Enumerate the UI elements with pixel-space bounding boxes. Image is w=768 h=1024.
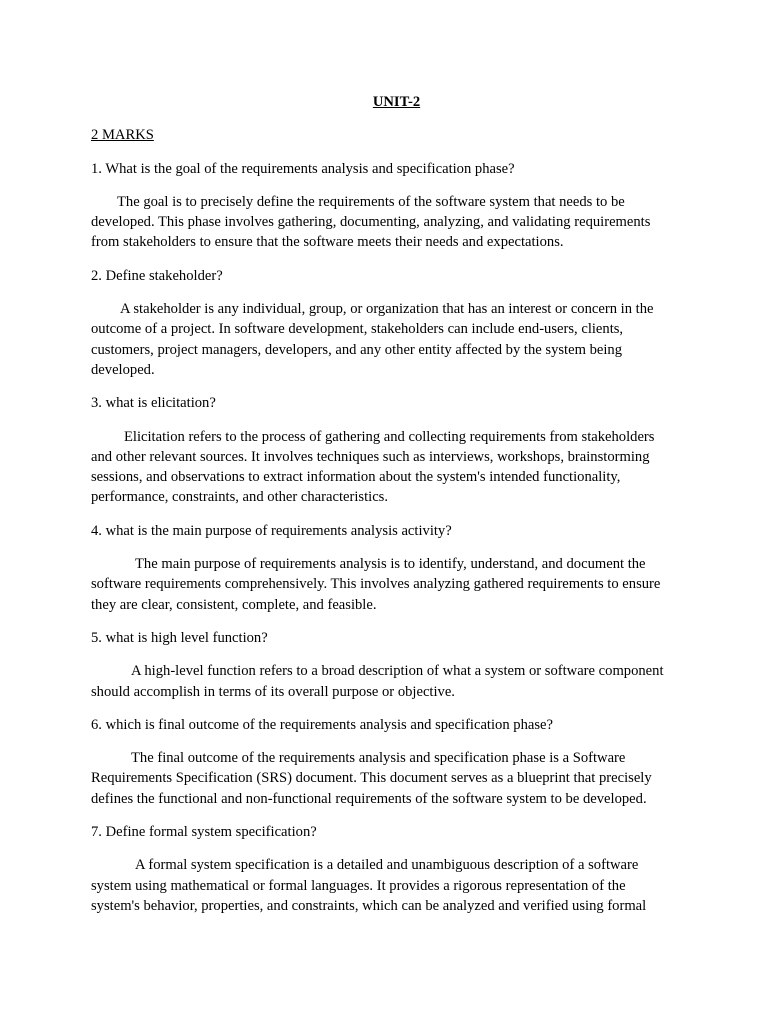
question-7: 7. Define formal system specification? xyxy=(91,824,317,841)
unit-title: UNIT-2 xyxy=(372,94,421,110)
document-body xyxy=(91,92,676,929)
answer-5: A high-level function refers to a broad description of what a system or software component should accomplish in terms of its overall purpose or objective. xyxy=(91,663,664,700)
answer-3: Elicitation refers to the process of gathering and collecting requirements from stakeholders and other relevant sources. It involves techniques such as interviews, workshops, brainstorming sessions, and observations to extract information about the system's intended functionality, performance, constraints, and other characteristics. xyxy=(91,428,655,506)
question-1: 1. What is the goal of the requirements analysis and specification phase? xyxy=(91,160,515,177)
question-6: 6. which is final outcome of the requirements analysis and specification phase? xyxy=(91,716,553,733)
section-heading: 2 MARKS xyxy=(91,127,154,144)
answer-6: The final outcome of the requirements analysis and specification phase is a Software Requirements Specification (SRS) document. This document serves as a blueprint that precisely defines the functional and non-functional requirements of the software system to be developed. xyxy=(91,750,652,807)
question-3: 3. what is elicitation? xyxy=(91,395,216,412)
question-2: 2. Define stakeholder? xyxy=(91,267,223,284)
answer-1: The goal is to precisely define the requirements of the software system that needs to be developed. This phase involves gathering, documenting, analyzing, and validating requirements from stakeholders to ensure that the software meets their needs and expectations. xyxy=(91,193,651,251)
question-4: 4. what is the main purpose of requirements analysis activity? xyxy=(91,522,452,539)
answer-2: A stakeholder is any individual, group, or organization that has an interest or concern in the outcome of a project. In software development, stakeholders can include end-users, clients, customers, project managers, developers, and any other entity affected by the system being developed. xyxy=(91,301,654,378)
answer-4: The main purpose of requirements analysis is to identify, understand, and document the software requirements comprehensively. This involves analyzing gathered requirements to ensure they are clear, consistent, complete, and feasible. xyxy=(91,556,661,613)
answer-7: A formal system specification is a detailed and unambiguous description of a software system using mathematical or formal languages. It provides a rigorous representation of the system's behavior, properties, and constraints, which can be analyzed and verified using formal xyxy=(91,857,647,914)
question-5: 5. what is high level function? xyxy=(91,629,268,646)
